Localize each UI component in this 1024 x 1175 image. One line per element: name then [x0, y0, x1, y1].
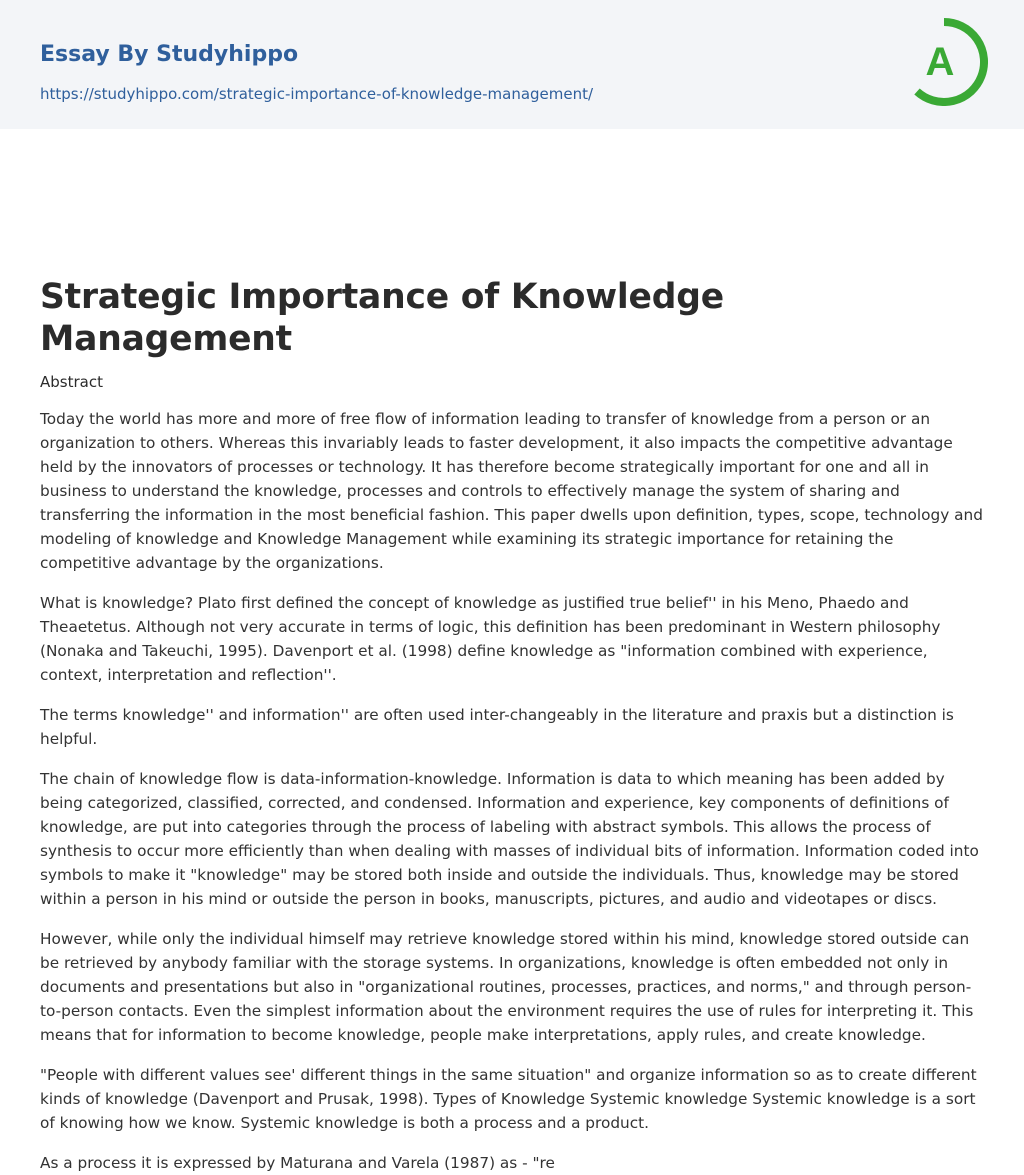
- paragraph: What is knowledge? Plato first defined the concept of knowledge as justified true belief'' in his Meno, Phaedo and Theaetetus. Although not very accurate in terms of logic, this definition has been predominant in Western philosophy (Nonaka and Takeuchi, 1995). Davenport et al. (1998) define knowledge as "information combined with experience, context, interpretation and reflection''.: [40, 594, 941, 684]
- article: [0, 129, 1024, 1175]
- page-title: Strategic Importance of Knowledge Management: [40, 277, 724, 359]
- logo-letter: A: [925, 40, 955, 84]
- site-brand[interactable]: Essay By Studyhippo: [40, 42, 299, 67]
- article-body: [40, 407, 984, 1175]
- paragraph: However, while only the individual himself may retrieve knowledge stored within his mind, knowledge stored outside can be retrieved by anybody familiar with the storage systems. In organizations, knowledge is often embedded not only in documents and presentations but also in "organizational routines, processes, practices, and norms," and through person-to-person contacts. Even the simplest information about the environment requires the use of rules for interpreting it. This means that for information to become knowledge, people make interpretations, apply rules, and create knowledge.: [40, 930, 974, 1044]
- site-header: [0, 0, 1024, 129]
- article-subtitle: Abstract: [40, 373, 103, 391]
- page-url-link[interactable]: https://studyhippo.com/strategic-importance-of-knowledge-management/: [40, 85, 594, 103]
- paragraph: Today the world has more and more of free flow of information leading to transfer of knowledge from a person or an organization to others. Whereas this invariably leads to faster development, it also impacts the competitive advantage held by the innovators of processes or technology. It has therefore become strategically important for one and all in business to understand the knowledge, processes and controls to effectively manage the system of sharing and transferring the information in the most beneficial fashion. This paper dwells upon definition, types, scope, technology and modeling of knowledge and Knowledge Management while examining its strategic importance for retaining the competitive advantage by the organizations.: [40, 410, 983, 572]
- paragraph: The chain of knowledge flow is data-information-knowledge. Information is data to which meaning has been added by being categorized, classified, corrected, and condensed. Information and experience, key components of definitions of knowledge, are put into categories through the process of labeling with abstract symbols. This allows the process of synthesis to occur more efficiently than when dealing with masses of individual bits of information. Information coded into symbols to make it "knowledge" may be stored both inside and outside the individuals. Thus, knowledge may be stored within a person in his mind or outside the person in books, manuscripts, pictures, and audio and videotapes or discs.: [40, 770, 979, 908]
- paragraph: The terms knowledge'' and information'' are often used inter-changeably in the literature and praxis but a distinction is helpful.: [40, 706, 954, 748]
- paragraph: "People with different values see' different things in the same situation" and organize information so as to create different kinds of knowledge (Davenport and Prusak, 1998). Types of Knowledge Systemic knowledge Systemic knowledge is a sort of knowing how we know. Systemic knowledge is both a process and a product.: [40, 1066, 977, 1132]
- studyhippo-logo-icon[interactable]: [900, 18, 988, 106]
- paragraph: As a process it is expressed by Maturana and Varela (1987) as - "re: [40, 1154, 555, 1172]
